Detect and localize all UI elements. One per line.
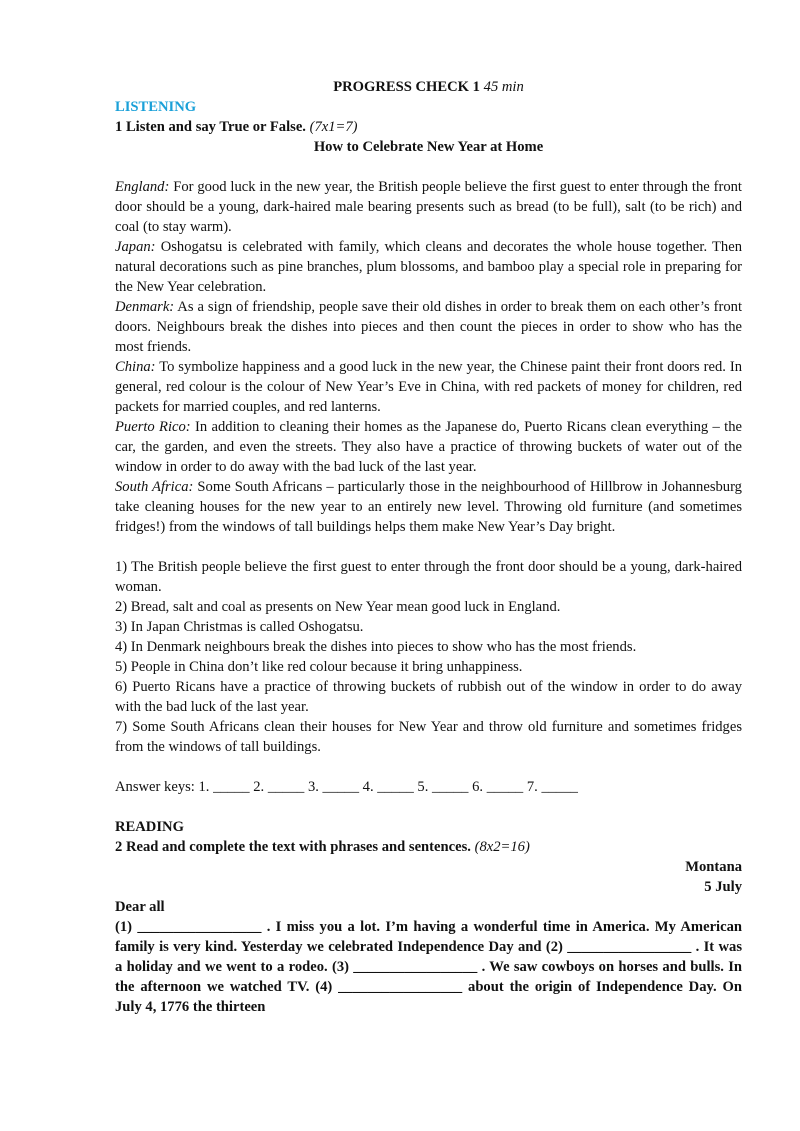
reading-task-points: (8x2=16) (474, 839, 530, 855)
listening-task-points: (7x1=7) (309, 119, 358, 135)
listening-task-title: 1 Listen and say True or False. (115, 119, 306, 135)
listening-task-heading (115, 117, 742, 137)
country-label: Puerto Rico: (115, 419, 191, 435)
country-label: South Africa: (115, 479, 194, 495)
statement-item: 3) In Japan Christmas is called Oshogatsu. (115, 619, 364, 635)
statement-item: 2) Bread, salt and coal as presents on New Year mean good luck in England. (115, 599, 561, 615)
paragraph-japan (115, 237, 742, 297)
statements-list (115, 557, 742, 757)
title-text: PROGRESS CHECK 1 (333, 79, 480, 95)
reading-task-title: 2 Read and complete the text with phrases and sentences. (115, 839, 471, 855)
listening-text-title: How to Celebrate New Year at Home (313, 139, 544, 155)
answer-keys: Answer keys: 1. _____ 2. _____ 3. _____ 4. _____ 5. _____ 6. _____ 7. _____ (115, 779, 578, 795)
country-label: China: (115, 359, 156, 375)
paragraph-text: As a sign of friendship, people save their old dishes in order to break them on each other’s front doors. Neighbours break the dishes into pieces and then count the pieces in order to show who has the most friends. (115, 299, 742, 355)
paragraph-south-africa (115, 477, 742, 537)
paragraph-text: Some South Africans – particularly those in the neighbourhood of Hillbrow in Johannesburg take cleaning houses for the new year to an entirely new level. Throwing old furniture (and sometimes fridges!) from the windows of tall buildings helps them make New Year’s Day bright. (115, 479, 742, 535)
country-label: Japan: (115, 239, 156, 255)
duration-text: 45 min (483, 79, 524, 95)
paragraph-china (115, 357, 742, 417)
document-page (115, 77, 742, 1017)
reading-task-heading (115, 837, 742, 857)
letter-date: 5 July (704, 879, 742, 895)
statement-item: 7) Some South Africans clean their houses for New Year and throw old furniture and sometimes fridges from the windows of tall buildings. (115, 719, 742, 755)
paragraph-england (115, 177, 742, 237)
statement-item: 6) Puerto Ricans have a practice of throwing buckets of rubbish out of the window in order to do away with the bad luck of the last year. (115, 679, 742, 715)
statement-item: 4) In Denmark neighbours break the dishes into pieces to show who has the most friends. (115, 639, 637, 655)
paragraph-denmark (115, 297, 742, 357)
letter-greeting: Dear all (115, 899, 165, 915)
country-label: England: (115, 179, 170, 195)
statement-item: 1) The British people believe the first guest to enter through the front door should be a young, dark-haired woman. (115, 559, 742, 595)
letter-location: Montana (685, 859, 742, 875)
paragraph-text: In addition to cleaning their homes as the Japanese do, Puerto Ricans clean everything – the car, the garden, and even the streets. They also have a practice of throwing buckets of water out of the window in order to do away with the bad luck of the last year. (115, 419, 742, 475)
paragraph-text: To symbolize happiness and a good luck in the new year, the Chinese paint their front doors red. In general, red colour is the colour of New Year’s Eve in China, with red packets of money for children, red packets for married couples, and red lanterns. (115, 359, 742, 415)
letter-body: (1) _________________ . I miss you a lot. I’m having a wonderful time in America. My American family is very kind. Yesterday we celebrated Independence Day and (2) _________________ . It was a holiday and we went to a rodeo. (3) _________________ . We saw cowboys on horses and bulls. In the afternoon we watched TV. (4) _________________ about the origin of Independence Day. On July 4, 1776 the thirteen (115, 919, 742, 1015)
page-title (115, 77, 742, 97)
country-label: Denmark: (115, 299, 175, 315)
paragraph-text: Oshogatsu is celebrated with family, which cleans and decorates the whole house together. Then natural decorations such as pine branches, plum blossoms, and bamboo play a special role in preparing for the New Year celebration. (115, 239, 742, 295)
statement-item: 5) People in China don’t like red colour because it bring unhappiness. (115, 659, 523, 675)
listening-text (115, 177, 742, 537)
reading-section-label: READING (115, 819, 184, 835)
paragraph-puerto-rico (115, 417, 742, 477)
paragraph-text: For good luck in the new year, the British people believe the first guest to enter through the front door should be a young, dark-haired male bearing presents such as bread (to be full), salt (to be rich) and coal (to stay warm). (115, 179, 742, 235)
listening-section-label: LISTENING (115, 99, 197, 115)
